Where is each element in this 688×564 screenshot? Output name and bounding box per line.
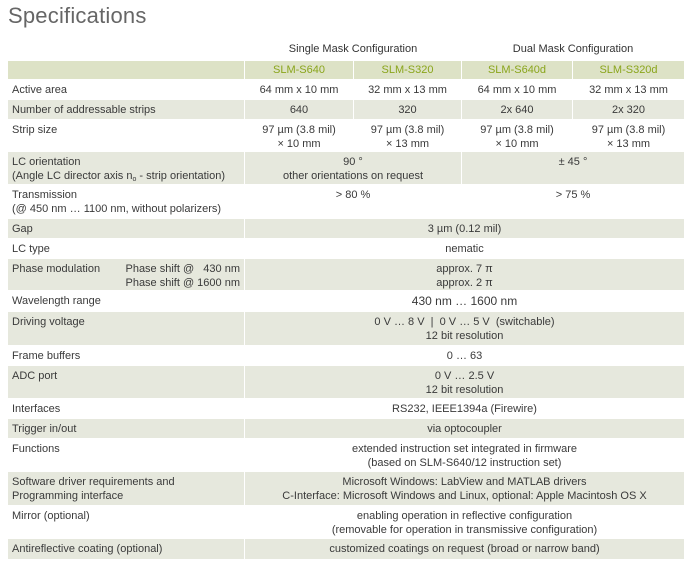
row-label: Wavelength range <box>12 295 101 307</box>
row-phase-modulation <box>8 259 684 290</box>
cell-value: nematic <box>445 243 484 255</box>
row-label: Number of addressable strips <box>8 100 244 119</box>
cell-value: 90 ° other orientations on request <box>245 152 461 184</box>
group-header-single: Single Mask Configuration <box>288 43 418 55</box>
row-label: Phase modulation Phase shift @ 430 nm Phase shift @ 1600 nm <box>8 259 244 290</box>
cell-value: 0 V … 2.5 V 12 bit resolution <box>245 366 684 398</box>
cell-value: extended instruction set integrated in firmware (based on SLM-S640/12 instruction set) <box>351 443 577 469</box>
cell-value: 3 µm (0.12 mil) <box>245 219 684 238</box>
row-label: Driving voltage <box>8 312 244 345</box>
row-label: Mirror (optional) <box>12 510 90 522</box>
model-header-slm-s320d: SLM-S320d <box>573 61 684 79</box>
row-label: Transmission (@ 450 nm … 1100 nm, without polarizers) <box>12 189 222 215</box>
row-lc-orientation <box>8 152 684 184</box>
model-header-slm-s640: SLM-S640 <box>245 61 353 79</box>
row-label: Strip size <box>12 124 58 136</box>
row-transmission <box>8 185 684 218</box>
cell-value: ± 45 ° <box>462 152 684 184</box>
header-label-blank <box>8 61 244 79</box>
cell-value: enabling operation in reflective configuration (removable for operation in transmissive configuration) <box>331 510 598 536</box>
row-label: Active area <box>12 84 68 96</box>
cell-value: 2x 640 <box>462 100 572 119</box>
row-label: Functions <box>12 443 60 455</box>
cell-value: 97 µm (3.8 mil) × 13 mm <box>370 124 445 150</box>
cell-value: > 80 % <box>335 189 371 201</box>
cell-value: 97 µm (3.8 mil) × 10 mm <box>262 124 336 150</box>
cell-value: 32 mm x 13 mm <box>368 84 447 96</box>
row-addressable-strips <box>8 100 684 119</box>
row-label: Frame buffers <box>12 350 81 362</box>
row-strip-size <box>8 120 684 151</box>
row-software-driver <box>8 472 684 505</box>
row-label: Software driver requirements and Programming interface <box>8 472 244 505</box>
cell-value: 64 mm x 10 mm <box>259 84 339 96</box>
cell-value: customized coatings on request (broad or narrow band) <box>245 539 684 559</box>
row-adc-port <box>8 366 684 398</box>
cell-value: 430 nm … 1600 nm <box>411 294 518 308</box>
row-label: Interfaces <box>12 403 61 415</box>
row-label: Antireflective coating (optional) <box>8 539 244 559</box>
cell-value: 97 µm (3.8 mil) × 10 mm <box>480 124 554 150</box>
cell-value: 32 mm x 13 mm <box>589 84 668 96</box>
row-driving-voltage <box>8 312 684 345</box>
row-wavelength-range <box>8 291 684 311</box>
cell-value: 97 µm (3.8 mil) × 13 mm <box>591 124 666 150</box>
row-functions <box>8 439 684 471</box>
cell-value: approx. 7 π approx. 2 π <box>245 259 684 290</box>
row-lc-type <box>8 239 684 258</box>
cell-value: RS232, IEEE1394a (Firewire) <box>392 403 537 415</box>
page-title: Specifications <box>8 3 147 28</box>
cell-value: via optocoupler <box>245 419 684 438</box>
cell-value: > 75 % <box>555 189 591 201</box>
model-header-slm-s320: SLM-S320 <box>354 61 461 79</box>
model-header-slm-s640d: SLM-S640d <box>462 61 572 79</box>
row-label: Trigger in/out <box>8 419 244 438</box>
cell-value: 320 <box>354 100 461 119</box>
cell-value: Microsoft Windows: LabView and MATLAB drivers C-Interface: Microsoft Windows and Linux, optional: Apple Macintosh OS X <box>245 472 684 505</box>
row-mirror <box>8 506 684 538</box>
row-label: LC orientation (Angle LC director axis $n_o$ - strip orientation) <box>8 152 244 184</box>
cell-value: 64 mm x 10 mm <box>477 84 557 96</box>
row-gap <box>8 219 684 238</box>
row-interfaces <box>8 399 684 418</box>
row-frame-buffers <box>8 346 684 365</box>
row-active-area <box>8 80 684 99</box>
row-label: Gap <box>8 219 244 238</box>
cell-value: 2x 320 <box>573 100 684 119</box>
row-label: LC type <box>12 243 50 255</box>
row-trigger <box>8 419 684 438</box>
phase-shift-labels: Phase shift @ 430 nm Phase shift @ 1600 nm <box>125 263 240 289</box>
row-label: ADC port <box>8 366 244 398</box>
cell-value: 640 <box>245 100 353 119</box>
cell-value: 0 V … 8 V | 0 V … 5 V (switchable) 12 bit resolution <box>245 312 684 345</box>
cell-value: 0 … 63 <box>446 350 483 362</box>
group-header-dual: Dual Mask Configuration <box>512 43 634 55</box>
row-antireflective-coating <box>8 539 684 559</box>
